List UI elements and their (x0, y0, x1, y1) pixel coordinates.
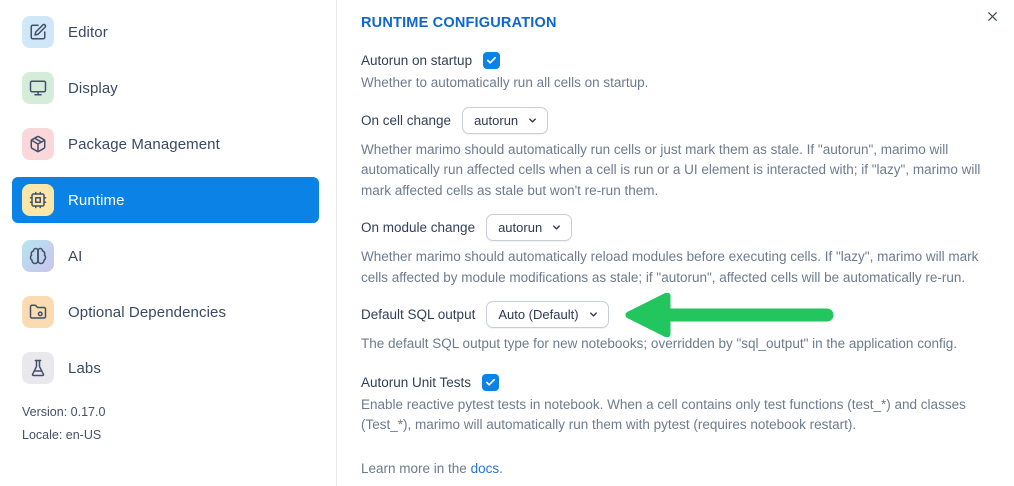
sidebar-item-display[interactable] (12, 65, 319, 111)
sidebar-item-runtime[interactable] (12, 177, 319, 223)
close-button[interactable] (983, 7, 1001, 25)
sidebar-item-optional-dependencies[interactable] (12, 289, 319, 335)
setting-default-sql-output (361, 301, 990, 355)
on-cell-change-select[interactable] (462, 107, 548, 134)
setting-description: Whether marimo should automatically run cells or just mark them as stale. If "autorun", marimo will automatically run affected cells when a cell is run or a UI element is interacted with; if "lazy", marimo will mark affected cells as stale but won't re-run them. (361, 141, 981, 198)
sidebar-item-package-management[interactable] (12, 121, 319, 167)
chevron-down-icon (551, 222, 562, 233)
setting-description: The default SQL output type for new notebooks; overridden by "sql_output" in the application config. (361, 336, 957, 351)
default-sql-output-select[interactable] (486, 301, 608, 328)
monitor-icon (22, 72, 54, 104)
setting-label: Autorun on startup (361, 53, 473, 68)
learn-more-prefix: Learn more in the (361, 460, 471, 476)
locale-text: Locale: en-US (22, 428, 102, 442)
setting-autorun-unit-tests (361, 374, 990, 436)
runtime-configuration-panel (337, 0, 1014, 486)
check-icon (486, 55, 497, 66)
settings-sidebar (0, 0, 337, 486)
setting-label: Default SQL output (361, 307, 476, 322)
setting-description: Whether to automatically run all cells on startup. (361, 75, 649, 90)
autorun-unit-tests-checkbox[interactable] (482, 374, 499, 391)
learn-more-note (361, 461, 990, 476)
sidebar-item-label: Labs (68, 359, 101, 377)
learn-more-suffix: . (499, 460, 503, 476)
sidebar-item-editor[interactable] (12, 9, 319, 55)
on-module-change-select[interactable] (486, 214, 572, 241)
cpu-icon (22, 184, 54, 216)
setting-label: On module change (361, 220, 476, 235)
page-title: RUNTIME CONFIGURATION (361, 15, 557, 31)
close-icon (986, 10, 999, 23)
folder-dot-icon (22, 296, 54, 328)
sidebar-item-label: Editor (68, 23, 108, 41)
version-text: Version: 0.17.0 (22, 405, 106, 419)
setting-description: Enable reactive pytest tests in notebook. When a cell contains only test functions (test_*) and classes (Test_*), marimo will automatically run them with pytest (requires notebook restart). (361, 396, 966, 432)
sidebar-item-label: Runtime (68, 191, 125, 209)
package-icon (22, 128, 54, 160)
edit-icon (22, 16, 54, 48)
setting-label: On cell change (361, 112, 452, 128)
sidebar-item-label: Package Management (68, 135, 220, 153)
check-icon (485, 377, 496, 388)
select-value: autorun (474, 112, 519, 128)
chevron-down-icon (588, 309, 599, 320)
sidebar-item-ai[interactable] (12, 233, 319, 279)
docs-link[interactable]: docs (470, 460, 500, 476)
select-value: autorun (498, 220, 543, 235)
flask-icon (22, 352, 54, 384)
brain-icon (22, 240, 54, 272)
sidebar-item-label: Display (68, 79, 118, 97)
green-arrow-annotation (620, 293, 836, 337)
setting-autorun-on-startup (361, 52, 990, 94)
setting-description: Whether marimo should automatically reload modules before executing cells. If "lazy", marimo will mark cells affected by module modifications as stale; if "autorun", affected cells will be automatically re-run. (361, 249, 979, 285)
setting-on-module-change (361, 214, 990, 288)
sidebar-item-labs[interactable] (12, 345, 319, 391)
select-value: Auto (Default) (498, 307, 579, 322)
chevron-down-icon (527, 115, 538, 126)
sidebar-item-label: Optional Dependencies (68, 303, 227, 321)
setting-on-cell-change (361, 107, 990, 202)
sidebar-item-label: AI (68, 247, 83, 265)
setting-label: Autorun Unit Tests (361, 374, 472, 390)
autorun-on-startup-checkbox[interactable] (483, 52, 500, 69)
